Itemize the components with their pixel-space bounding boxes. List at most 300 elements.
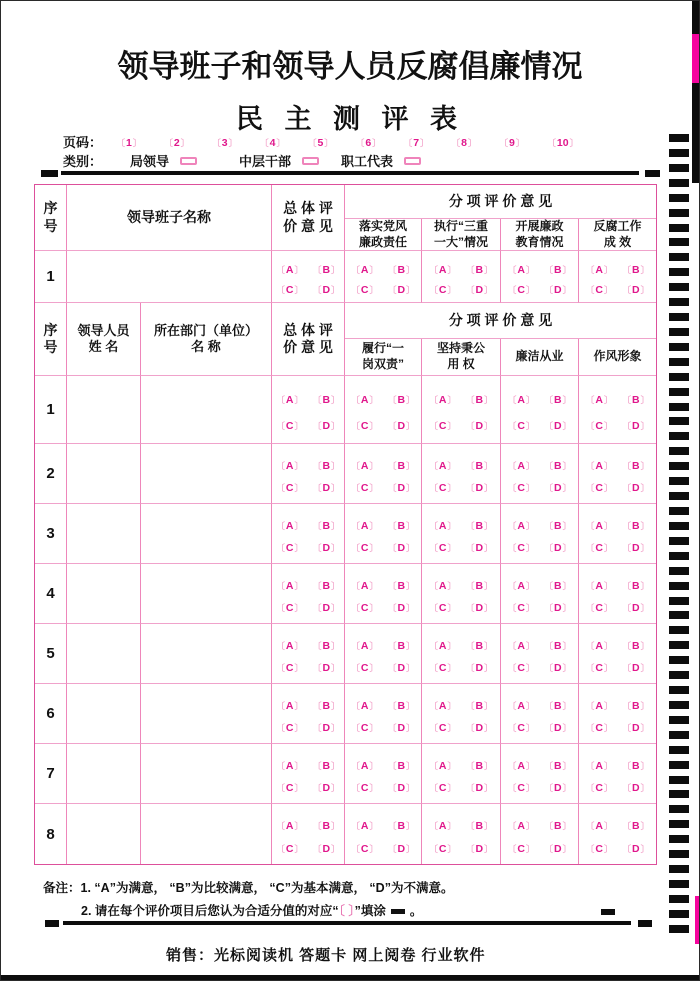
bracket-right: 〕 [420,137,430,148]
timing-mark [669,567,689,575]
bubble-b[interactable] [544,390,572,408]
page-bubble-1[interactable] [116,133,142,151]
bracket-left: 〔 [428,543,438,554]
bubble-c[interactable] [507,718,535,736]
bubble-letter: B [475,579,484,592]
table2-row-seq: 2 [35,444,67,504]
bubble-b[interactable] [466,456,494,474]
bubble-d[interactable] [466,478,494,496]
bubble-b[interactable] [622,696,650,714]
bubble-c[interactable] [276,416,304,434]
bubble-a[interactable] [351,756,379,774]
bracket-left: 〔 [275,520,285,531]
bubble-a[interactable] [351,816,379,834]
bracket-left: 〔 [350,520,360,531]
page-bubble-9[interactable] [499,133,525,151]
bubble-b[interactable] [622,260,650,278]
bubble-a[interactable] [429,456,457,474]
bubble-d[interactable] [466,718,494,736]
bubble-a[interactable] [429,756,457,774]
bubble-a[interactable] [351,636,379,654]
bubble-b[interactable] [388,576,416,594]
bubble-c[interactable] [585,718,613,736]
bubble-d[interactable] [466,658,494,676]
bubble-d[interactable] [313,839,341,857]
category-checkbox-1[interactable] [180,157,197,165]
page-bubble-10[interactable] [547,133,579,151]
bubble-d[interactable] [544,416,572,434]
bubble-c[interactable] [507,839,535,857]
bracket-left: 〔 [307,137,317,148]
bubble-a[interactable] [429,390,457,408]
bubble-c[interactable] [429,416,457,434]
bubble-d[interactable] [622,718,650,736]
bubble-letter: B [322,394,331,407]
bubble-c[interactable] [429,658,457,676]
bubble-b[interactable] [313,516,341,534]
bubble-letter: B [475,394,484,407]
bubble-b[interactable] [313,456,341,474]
bubble-a[interactable] [276,636,304,654]
bubble-c[interactable] [276,839,304,857]
bubble-d[interactable] [313,280,341,298]
table2-dept-input-cell[interactable] [141,684,272,744]
bubble-letter: A [360,759,369,772]
bubble-b[interactable] [544,816,572,834]
bubble-b[interactable] [466,576,494,594]
bubble-letter: D [632,419,640,432]
bracket-left: 〔 [544,395,554,406]
table2-name-input-cell[interactable] [67,744,141,804]
bubble-d[interactable] [466,280,494,298]
bubble-a[interactable] [507,260,535,278]
bubble-c[interactable] [585,280,613,298]
bubble-b[interactable] [622,756,650,774]
bubble-b[interactable] [388,636,416,654]
bracket-left: 〔 [428,483,438,494]
bubble-c[interactable] [429,478,457,496]
table2-dept-input-cell[interactable] [141,504,272,564]
bubble-letter: A [285,579,294,592]
bracket-left: 〔 [387,760,397,771]
bracket-right: 〕 [562,844,572,854]
bracket-right: 〕 [640,580,650,591]
bracket-right: 〕 [294,543,304,554]
bracket-right: 〕 [294,700,304,711]
bubble-c[interactable] [585,778,613,796]
bubble-d[interactable] [388,839,416,857]
bracket-right: 〕 [484,603,494,614]
bubble-letter: B [322,579,331,592]
bubble-b[interactable] [466,696,494,714]
table2-dept-input-cell[interactable] [141,564,272,624]
bubble-b[interactable] [313,390,341,408]
bubble-d[interactable] [622,280,650,298]
category-option-2 [239,151,319,170]
table1-name-input-cell[interactable] [67,251,272,303]
separator-line-bottom [63,921,631,925]
bubble-letter: A [517,519,525,532]
bracket-left: 〔 [275,460,285,471]
bubble-a[interactable] [507,696,535,714]
bracket-left: 〔 [465,420,475,431]
bubble-a[interactable] [585,516,613,534]
bubble-c[interactable] [507,478,535,496]
bubble-b[interactable] [544,260,572,278]
bubble-a[interactable] [507,756,535,774]
bubble-a[interactable] [429,696,457,714]
bubble-c[interactable] [429,280,457,298]
table2-name-input-cell[interactable] [67,804,141,864]
bracket-right: 〕 [331,460,341,471]
bubble-d[interactable] [622,538,650,556]
bubble-c[interactable] [276,280,304,298]
bracket-right: 〕 [369,663,379,674]
bubble-b[interactable] [622,456,650,474]
bubble-d[interactable] [622,598,650,616]
bubble-a[interactable] [429,816,457,834]
bubble-letter: B [554,519,562,532]
bubble-c[interactable] [507,280,535,298]
bracket-left: 〔 [275,821,285,831]
bubble-c[interactable] [351,718,379,736]
bubble-line [429,658,493,676]
bracket-left: 〔 [507,723,517,734]
bubble-b[interactable] [544,696,572,714]
bubble-d[interactable] [388,778,416,796]
bracket-right: 〕 [369,760,379,771]
bubble-d[interactable] [544,598,572,616]
bubble-a[interactable] [585,260,613,278]
table2-rating-cell [422,684,501,744]
bubble-a[interactable] [585,636,613,654]
bubble-a[interactable] [276,390,304,408]
bubble-b[interactable] [313,260,341,278]
bubble-d[interactable] [313,478,341,496]
bubble-c[interactable] [585,658,613,676]
bubble-line [429,456,493,474]
bracket-right: 〕 [369,483,379,494]
bracket-left: 〔 [350,603,360,614]
category-checkbox-2[interactable] [302,157,319,165]
bubble-a[interactable] [276,756,304,774]
bubble-a[interactable] [351,456,379,474]
bubble-b[interactable] [622,390,650,408]
table1-rating-cell [345,251,422,303]
bubble-c[interactable] [429,718,457,736]
bubble-b[interactable] [388,756,416,774]
bubble-d[interactable] [466,839,494,857]
bubble-d[interactable] [388,280,416,298]
bubble-a[interactable] [351,390,379,408]
bubble-a[interactable] [507,816,535,834]
bubble-a[interactable] [507,516,535,534]
page-bubble-8[interactable] [451,133,477,151]
bubble-b[interactable] [388,456,416,474]
bracket-right: 〕 [525,395,535,406]
bracket-right: 〕 [603,821,613,831]
bubble-c[interactable] [276,718,304,736]
bubble-d[interactable] [544,778,572,796]
bubble-letter: D [554,662,562,675]
bubble-c[interactable] [351,478,379,496]
bubble-d[interactable] [622,416,650,434]
bubble-d[interactable] [313,598,341,616]
table2-dept-input-cell[interactable] [141,804,272,864]
bracket-left: 〔 [387,663,397,674]
bubble-d[interactable] [544,280,572,298]
bubble-a[interactable] [276,576,304,594]
bubble-line [276,260,340,278]
page-bubble-3[interactable] [212,133,238,151]
table2-dept-input-cell[interactable] [141,444,272,504]
table2-name-input-cell[interactable] [67,376,141,444]
bubble-b[interactable] [622,636,650,654]
bracket-left: 〔 [465,543,475,554]
bracket-right: 〕 [406,460,416,471]
bubble-a[interactable] [507,390,535,408]
bubble-b[interactable] [622,516,650,534]
bubble-d[interactable] [622,658,650,676]
bubble-a[interactable] [276,696,304,714]
bubble-c[interactable] [351,538,379,556]
bubble-b[interactable] [313,756,341,774]
page-bubble-5[interactable] [308,133,334,151]
bracket-right: 〕 [406,783,416,794]
bubble-d[interactable] [388,538,416,556]
bracket-left: 〔 [544,821,554,831]
bubble-d[interactable] [466,778,494,796]
page-bubble-2[interactable] [164,133,190,151]
bubble-a[interactable] [351,696,379,714]
bubble-b[interactable] [313,636,341,654]
bubble-b[interactable] [388,260,416,278]
bubble-b[interactable] [466,516,494,534]
category-option-1 [130,151,197,170]
category-checkbox-3[interactable] [404,157,421,165]
bubble-d[interactable] [313,718,341,736]
table2-name-input-cell[interactable] [67,564,141,624]
table2-name-input-cell[interactable] [67,684,141,744]
bubble-d[interactable] [466,598,494,616]
bubble-b[interactable] [313,576,341,594]
bubble-b[interactable] [388,390,416,408]
bubble-b[interactable] [388,516,416,534]
bracket-right: 〕 [276,137,286,148]
bubble-c[interactable] [351,658,379,676]
bubble-c[interactable] [351,416,379,434]
bubble-b[interactable] [466,636,494,654]
category-option-3 [341,151,421,170]
bubble-letter: C [360,662,369,675]
bubble-a[interactable] [507,456,535,474]
bubble-c[interactable] [351,280,379,298]
fill-example-mark [391,909,405,914]
bubble-b[interactable] [388,816,416,834]
table2-name-input-cell[interactable] [67,624,141,684]
bubble-a[interactable] [429,516,457,534]
bubble-d[interactable] [466,416,494,434]
bracket-right: 〕 [484,821,494,831]
bubble-letter: B [632,264,640,276]
bubble-d[interactable] [544,538,572,556]
bubble-a[interactable] [585,816,613,834]
bubble-b[interactable] [544,756,572,774]
bubble-a[interactable] [429,576,457,594]
bubble-c[interactable] [276,478,304,496]
bracket-left: 〔 [350,663,360,674]
table2-name-input-cell[interactable] [67,504,141,564]
bubble-c[interactable] [507,778,535,796]
bubble-c[interactable] [585,598,613,616]
bubble-line [351,576,415,594]
bubble-c[interactable] [585,538,613,556]
bubble-line [351,658,415,676]
bubble-letter: B [475,639,484,652]
bubble-b[interactable] [544,516,572,534]
bubble-line [276,839,340,857]
bubble-a[interactable] [276,456,304,474]
bracket-right: 〕 [372,137,382,148]
bracket-right: 〕 [562,783,572,794]
bubble-d[interactable] [388,658,416,676]
bubble-letter: C [438,482,447,495]
bubble-c[interactable] [507,538,535,556]
table2-dept-input-cell[interactable] [141,624,272,684]
bracket-left: 〔 [585,420,595,431]
bubble-d[interactable] [622,778,650,796]
bubble-c[interactable] [585,839,613,857]
bubble-c[interactable] [429,538,457,556]
bubble-b[interactable] [466,816,494,834]
bubble-d[interactable] [388,718,416,736]
bubble-d[interactable] [313,778,341,796]
bubble-line [351,839,415,857]
bubble-c[interactable] [429,839,457,857]
bubble-d[interactable] [388,598,416,616]
bracket-right: 〕 [406,395,416,406]
bubble-d[interactable] [544,839,572,857]
bubble-c[interactable] [429,778,457,796]
bubble-d[interactable] [388,416,416,434]
table2-dept-input-cell[interactable] [141,744,272,804]
bubble-b[interactable] [313,696,341,714]
bubble-c[interactable] [351,598,379,616]
bubble-line [585,636,649,654]
bubble-c[interactable] [351,778,379,796]
bracket-left: 〔 [585,580,595,591]
bubble-a[interactable] [585,390,613,408]
timing-mark [669,447,689,455]
bubble-letter: B [397,639,406,652]
bubble-c[interactable] [585,478,613,496]
bubble-c[interactable] [276,538,304,556]
bubble-d[interactable] [544,478,572,496]
bubble-a[interactable] [507,576,535,594]
bubble-a[interactable] [276,816,304,834]
bubble-letter: D [475,843,484,855]
bubble-letter: D [397,662,406,675]
bubble-b[interactable] [622,576,650,594]
table2-dept-input-cell[interactable] [141,376,272,444]
bubble-letter: C [285,602,294,615]
notes-label: 备注： [43,881,81,895]
bubble-d[interactable] [313,416,341,434]
bubble-a[interactable] [585,456,613,474]
bracket-left: 〔 [312,520,322,531]
bubble-line [276,598,340,616]
bubble-b[interactable] [466,260,494,278]
sync-square-top-right [645,170,660,177]
bubble-b[interactable] [466,390,494,408]
bubble-a[interactable] [276,516,304,534]
bubble-a[interactable] [429,636,457,654]
bubble-c[interactable] [351,839,379,857]
bubble-a[interactable] [585,576,613,594]
bubble-d[interactable] [313,658,341,676]
bubble-c[interactable] [507,416,535,434]
bubble-b[interactable] [544,456,572,474]
bubble-a[interactable] [585,696,613,714]
bubble-b[interactable] [622,816,650,834]
bubble-letter: 3 [221,136,228,149]
bubble-a[interactable] [507,636,535,654]
bracket-left: 〔 [350,783,360,794]
page-bubble-4[interactable] [260,133,286,151]
bubble-b[interactable] [466,756,494,774]
bubble-c[interactable] [507,598,535,616]
bubble-a[interactable] [276,260,304,278]
bubble-b[interactable] [544,576,572,594]
bubble-letter: D [554,482,562,495]
bubble-c[interactable] [276,778,304,796]
bubble-line [276,478,340,496]
sync-square-bottom-right [638,920,652,927]
table2-rating-cell [272,564,345,624]
bubble-d[interactable] [313,538,341,556]
bubble-b[interactable] [544,636,572,654]
bubble-a[interactable] [351,260,379,278]
bubble-c[interactable] [276,598,304,616]
bubble-b[interactable] [313,816,341,834]
bracket-left: 〔 [544,460,554,471]
page-number-label: 页码： [63,135,103,150]
table2-name-input-cell[interactable] [67,444,141,504]
bubble-letter: D [475,722,484,735]
table2-rating-cell [501,444,579,504]
bubble-a[interactable] [585,756,613,774]
bubble-d[interactable] [388,478,416,496]
bubble-d[interactable] [622,839,650,857]
bubble-d[interactable] [544,658,572,676]
bubble-c[interactable] [429,598,457,616]
bubble-a[interactable] [351,516,379,534]
bubble-d[interactable] [544,718,572,736]
bubble-d[interactable] [622,478,650,496]
bubble-d[interactable] [466,538,494,556]
bubble-c[interactable] [276,658,304,676]
bracket-left: 〔 [544,723,554,734]
page-bubble-7[interactable] [403,133,429,151]
bracket-right: 〕 [562,700,572,711]
bubble-a[interactable] [429,260,457,278]
bubble-b[interactable] [388,696,416,714]
bubble-c[interactable] [585,416,613,434]
bubble-c[interactable] [507,658,535,676]
page-bubble-6[interactable] [355,133,381,151]
bracket-right: 〕 [640,543,650,554]
bubble-a[interactable] [351,576,379,594]
